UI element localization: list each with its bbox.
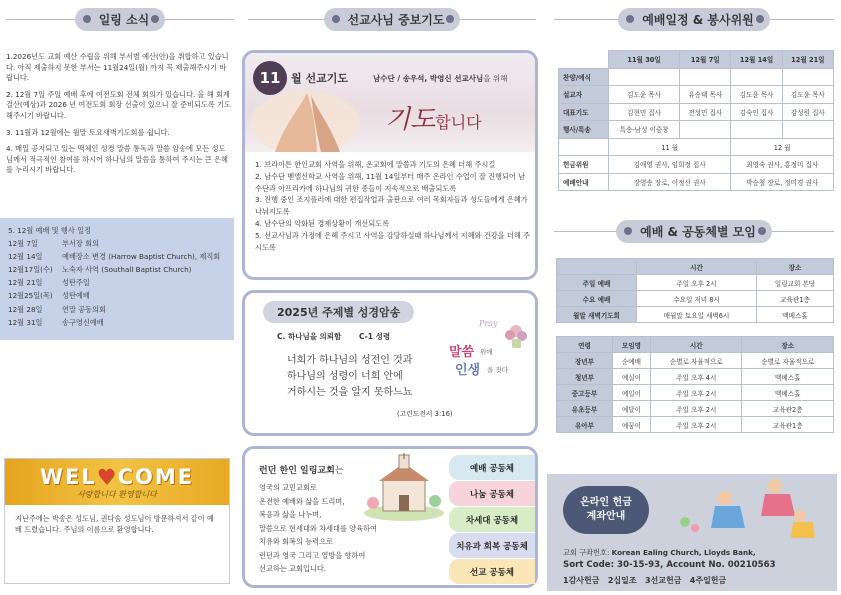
duty-cell xyxy=(680,121,731,139)
month-row xyxy=(559,173,834,191)
duty-label: 행사/특송 xyxy=(559,121,609,139)
month-row xyxy=(559,156,834,174)
duty-cell: 김도윤 목사 xyxy=(731,86,782,104)
welcome-card xyxy=(4,458,230,584)
church-line: 치유와 회복의 능력으로 xyxy=(259,537,334,546)
church-line: 말씀으로 현세대와 차세대를 양육하여 xyxy=(259,523,377,533)
worship-table xyxy=(556,258,834,323)
dept-place: 맥베스홀 xyxy=(742,369,834,385)
section-header-mission xyxy=(244,8,540,30)
welcome-banner-text: COME xyxy=(117,464,195,489)
prayer-month-label: 월 선교기도 xyxy=(291,72,348,85)
duty-cell: 특송-남성 이중창 xyxy=(609,121,680,139)
duty-cell: 강성원 집사 xyxy=(782,103,833,121)
news-item: 4. 매일 공지되고 있는 맥체인 성경 말씀 통독과 말씀 암송에 모든 성도님께서 적극적인 참여를 하시어 하나님의 말씀을 통하여 주시는 큰 은혜를 누리시기 바랍니다. xyxy=(6,144,228,175)
schedule-row xyxy=(8,316,226,329)
duty-cell xyxy=(731,121,782,139)
account-numbers: Sort Code: 30-15-93, Account No. 00210563 xyxy=(563,560,776,570)
schedule-event: 성탄예배 xyxy=(62,291,90,301)
online-title: 계좌안내 xyxy=(586,511,626,522)
worship-place: 교육관1층 xyxy=(757,291,834,307)
dept-row xyxy=(557,417,834,433)
dept-time: 주일 오후 2시 xyxy=(650,417,742,433)
month-cell: 김애영 권사, 임희정 집사 xyxy=(609,156,731,174)
pray-word: 기도 xyxy=(385,105,436,135)
deco-word: 위에 xyxy=(480,348,493,356)
section-header-news xyxy=(0,8,240,30)
church-name-suffix: 는 xyxy=(334,466,344,476)
church-name: 런던 한인 일링교회 xyxy=(259,466,335,476)
schedule-event: 송구영신예배 xyxy=(62,317,104,327)
duty-label: 대표기도 xyxy=(559,103,609,121)
deco-word: 말씀 xyxy=(449,345,475,360)
verse-title: 2025년 주제별 성경암송 xyxy=(263,301,414,323)
church-card xyxy=(242,446,538,588)
worship-header xyxy=(557,259,637,275)
worship-row xyxy=(557,291,834,307)
schedule-date: 12월 31일 xyxy=(8,317,43,327)
prayer-item: 2. 남수단 벧엘신학교 사역을 위해, 11월 14일부터 매주 온라인 수업이 잘 진행되어 남수단과 아프리카에 하나님의 귀한 종들이 지속적으로 배출되도록 xyxy=(255,171,526,193)
welcome-banner xyxy=(5,459,229,505)
pray-word-suffix: 합니다 xyxy=(435,113,482,132)
deco-word: 인생 xyxy=(455,363,481,378)
duty-row xyxy=(559,103,834,121)
worship-header: 시간 xyxy=(637,259,757,275)
schedule-date: 12월 14일 xyxy=(8,252,43,262)
section-header-schedule xyxy=(550,8,838,30)
dept-header: 장소 xyxy=(742,337,834,353)
prayer-item: 5. 선교사님과 가정에 은혜 주시고 사역을 감당하실때 하나님께서 지혜와 건강을 더해 주시도록 xyxy=(255,230,531,252)
schedule-event: 예배장소 변경 (Harrow Baptist Church), 제직회 xyxy=(62,252,221,262)
month-label: 예배안내 xyxy=(559,173,609,191)
welcome-banner-text: WEL xyxy=(39,464,97,489)
account-label: 교회 구좌번호: xyxy=(563,548,610,557)
schedule-row xyxy=(8,263,226,276)
account-name: Korean Ealing Church, Lloyds Bank, xyxy=(611,548,756,557)
duty-header: 12월 21일 xyxy=(782,51,833,69)
dept-place: 맥베스홀 xyxy=(742,385,834,401)
schedule-event: 성탄주일 xyxy=(62,278,90,288)
section-title-mission: 선교사님 중보기도 xyxy=(324,8,461,31)
prayer-item: 1. 브라이튼 한인교회 사역을 위해, 온교회에 말씀과 기도의 은혜 더해 주시길 xyxy=(255,160,496,169)
verse-body xyxy=(287,353,412,401)
tag-worship-community: 예배 공동체 xyxy=(449,455,535,480)
month-cell: 최영숙 권사, 홍정미 집사 xyxy=(731,156,834,174)
month-header: 11 월 xyxy=(609,138,731,156)
duty-header: 12월 14일 xyxy=(731,51,782,69)
dept-header-row xyxy=(557,337,834,353)
dept-name: 예실이 xyxy=(613,369,651,385)
schedule-event: 연말 공동의회 xyxy=(62,304,106,314)
heart-icon: ♥ xyxy=(96,464,118,489)
duty-header-row xyxy=(559,51,834,69)
schedule-row xyxy=(8,250,226,263)
schedule-event: 노숙자 사역 (Southall Baptist Church) xyxy=(62,265,192,275)
schedule-row xyxy=(8,237,226,250)
verse-decoration xyxy=(449,317,533,387)
tag-mission-community: 선교 공동체 xyxy=(449,559,535,584)
dept-label: 중고등부 xyxy=(557,385,613,401)
verse-line: 너희가 하나님의 성전인 것과 xyxy=(287,355,413,366)
prayer-header xyxy=(245,53,535,152)
dept-name: 예일이 xyxy=(613,385,651,401)
dept-time: 주일 오후 4시 xyxy=(650,369,742,385)
duty-cell: 김도윤 목사 xyxy=(782,86,833,104)
dept-row xyxy=(557,385,834,401)
schedule-row xyxy=(8,276,226,289)
dept-row xyxy=(557,401,834,417)
schedule-row xyxy=(8,303,226,316)
schedule-date: 12월 28일 xyxy=(8,304,43,314)
church-line: 런던과 영국 그리고 열방을 향하여 xyxy=(259,550,366,560)
month-badge: 11 xyxy=(253,61,287,95)
month-header xyxy=(559,138,609,156)
worship-row xyxy=(557,307,834,323)
duty-row xyxy=(559,86,834,104)
dept-header: 연령 xyxy=(557,337,613,353)
welcome-text: 지난주에는 박송은 성도님, 권다솜 성도님이 방문하셔서 같이 예배 드렸습니다. 주님의 이름으로 환영합니다. xyxy=(15,514,214,534)
news-item: 1.2026년도 교회 예산 수립을 위해 부서별 예산(안)을 취합하고 있습니다. 아직 제출하지 못한 부서는 11월24일(월) 까지 꼭 제출해주시기 바랍니다. xyxy=(6,52,229,83)
duty-cell xyxy=(731,68,782,86)
church-line: 선교하는 교회입니다. xyxy=(259,564,327,573)
duty-table xyxy=(558,50,834,191)
verse-line: 거하시는 것을 알지 못하느뇨 xyxy=(287,387,413,398)
month-cell: 장영송 장로, 이정선 권사 xyxy=(609,173,731,191)
duty-header: 12월 7일 xyxy=(680,51,731,69)
dept-header: 시간 xyxy=(650,337,742,353)
verse-reference: (고린도전서 3:16) xyxy=(397,410,453,418)
church-line: 온전한 예배와 삶을 드리며, xyxy=(259,496,345,506)
news-list xyxy=(6,52,232,182)
duty-cell: 김도윤 목사 xyxy=(609,86,680,104)
news-item: 2. 12월 7일 주일 예배 후에 여전도회 전체 회의가 있습니다. 올 해 회계 결산(예상)과 2026 년 여전도회 회장 선출이 있으니 잘 준비되도록 기도해주시기 바랍니다. xyxy=(6,89,231,120)
worship-row xyxy=(557,275,834,291)
missionary-names: 남수단 / 송우석, 박영신 선교사님 xyxy=(373,74,484,83)
flower-icon xyxy=(501,321,531,349)
duty-cell xyxy=(609,68,680,86)
duty-cell: 유승태 목사 xyxy=(680,86,731,104)
month-cell: 박승철 장로, 정미경 권사 xyxy=(731,173,834,191)
dept-row xyxy=(557,369,834,385)
dept-time: 주일 오후 2시 xyxy=(650,401,742,417)
prayer-item: 3. 진행 중인 조지플러에 대한 편집작업과 출판으로 여러 목회자들과 성도들에게 은혜가 나눠지도록 xyxy=(255,195,528,217)
duty-label: 설교자 xyxy=(559,86,609,104)
section-title-meetings: 예배 & 공동체별 모임 xyxy=(616,220,772,243)
month-header-row xyxy=(559,138,834,156)
month-label: 헌금위원 xyxy=(559,156,609,174)
dept-time: 주일 오후 2시 xyxy=(650,385,742,401)
dept-label: 청년부 xyxy=(557,369,613,385)
prayer-item: 4. 남수단의 악화된 경제상황이 개선되도록 xyxy=(255,218,390,228)
duty-cell xyxy=(680,68,731,86)
december-schedule xyxy=(0,218,234,340)
missionary-suffix: 을 위해 xyxy=(483,74,508,83)
duty-header xyxy=(559,51,609,69)
worship-label: 수요 예배 xyxy=(557,291,637,307)
schedule-date: 12월 21일 xyxy=(8,278,43,288)
schedule-title: 5. 12월 예배 및 행사 일정 xyxy=(8,226,91,235)
duty-header: 11월 30일 xyxy=(609,51,680,69)
dept-label: 장년부 xyxy=(557,353,613,369)
worship-label: 주일 예배 xyxy=(557,275,637,291)
worship-header: 장소 xyxy=(757,259,834,275)
prayer-list xyxy=(255,159,531,253)
schedule-event: 부서장 회의 xyxy=(62,239,100,249)
church-line: 영국의 교민교회로 xyxy=(259,483,317,492)
dept-place: 교육관1층 xyxy=(742,417,834,433)
welcome-subtitle: 사랑합니다 환영합니다 xyxy=(77,489,157,499)
worship-place: 맥베스홀 xyxy=(757,307,834,323)
church-illustration xyxy=(359,453,449,523)
verse-number: C-1 성령 xyxy=(359,332,391,341)
worship-time: 수요일 저녁 8시 xyxy=(637,291,757,307)
schedule-date: 12월17일(수) xyxy=(8,265,53,275)
duty-cell: 김숙인 집사 xyxy=(731,103,782,121)
duty-label: 찬양/예식 xyxy=(559,68,609,86)
section-title-news: 일링 소식 xyxy=(75,8,166,31)
duty-row xyxy=(559,121,834,139)
dept-label: 유초등부 xyxy=(557,401,613,417)
worship-header-row xyxy=(557,259,834,275)
dept-name: 예달이 xyxy=(613,401,651,417)
duty-cell: 전성민 집사 xyxy=(680,103,731,121)
tag-healing-community: 치유과 회복 공동체 xyxy=(449,533,535,558)
dept-label: 유아부 xyxy=(557,417,613,433)
worship-time: 매월말 토요일 새벽6시 xyxy=(637,307,757,323)
prayer-card xyxy=(242,50,538,280)
dept-place: 순별로 자율적으로 xyxy=(742,353,834,369)
dept-name: 순예배 xyxy=(613,353,651,369)
dept-name: 예꿈이 xyxy=(613,417,651,433)
schedule-date: 12월 7일 xyxy=(8,239,38,249)
dept-row xyxy=(557,353,834,369)
pray-script: Pray xyxy=(479,319,498,328)
duty-row xyxy=(559,68,834,86)
worship-time: 주일 오후 2시 xyxy=(637,275,757,291)
deco-word: 을 짓다 xyxy=(487,366,508,374)
dept-place: 교육관2층 xyxy=(742,401,834,417)
duty-cell xyxy=(782,121,833,139)
section-title-schedule: 예배일정 & 봉사위원 xyxy=(618,8,770,31)
section-header-meetings xyxy=(550,220,838,242)
tag-nextgen-community: 차세대 공동체 xyxy=(449,507,535,532)
dept-header: 모임명 xyxy=(613,337,651,353)
news-item: 3. 11월과 12월에는 월말 토요새벽기도회를 쉽니다. xyxy=(6,127,170,137)
offering-types: 1감사헌금 2십일조 3선교헌금 4주일헌금 xyxy=(563,576,727,585)
verse-card xyxy=(242,290,538,436)
verse-category: C. 하나님을 의뢰함 xyxy=(277,332,342,341)
schedule-date: 12월25일(목) xyxy=(8,291,53,301)
tag-sharing-community: 나눔 공동체 xyxy=(449,481,535,506)
schedule-row xyxy=(8,289,226,302)
duty-cell xyxy=(782,68,833,86)
worship-label: 월말 새벽기도회 xyxy=(557,307,637,323)
online-title: 온라인 헌금 xyxy=(580,497,632,508)
verse-line: 하나님의 성령이 너희 안에 xyxy=(287,371,403,382)
department-table xyxy=(556,336,834,433)
duty-cell: 김현민 집사 xyxy=(609,103,680,121)
dept-time: 순별로 자율적으로 xyxy=(650,353,742,369)
online-offering-panel xyxy=(547,474,837,591)
worship-place: 일링교회 본당 xyxy=(757,275,834,291)
church-line: 복음과 삶을 나누며, xyxy=(259,510,322,519)
children-illustration xyxy=(665,476,825,542)
month-header: 12 월 xyxy=(731,138,834,156)
online-offering-badge xyxy=(563,486,649,534)
